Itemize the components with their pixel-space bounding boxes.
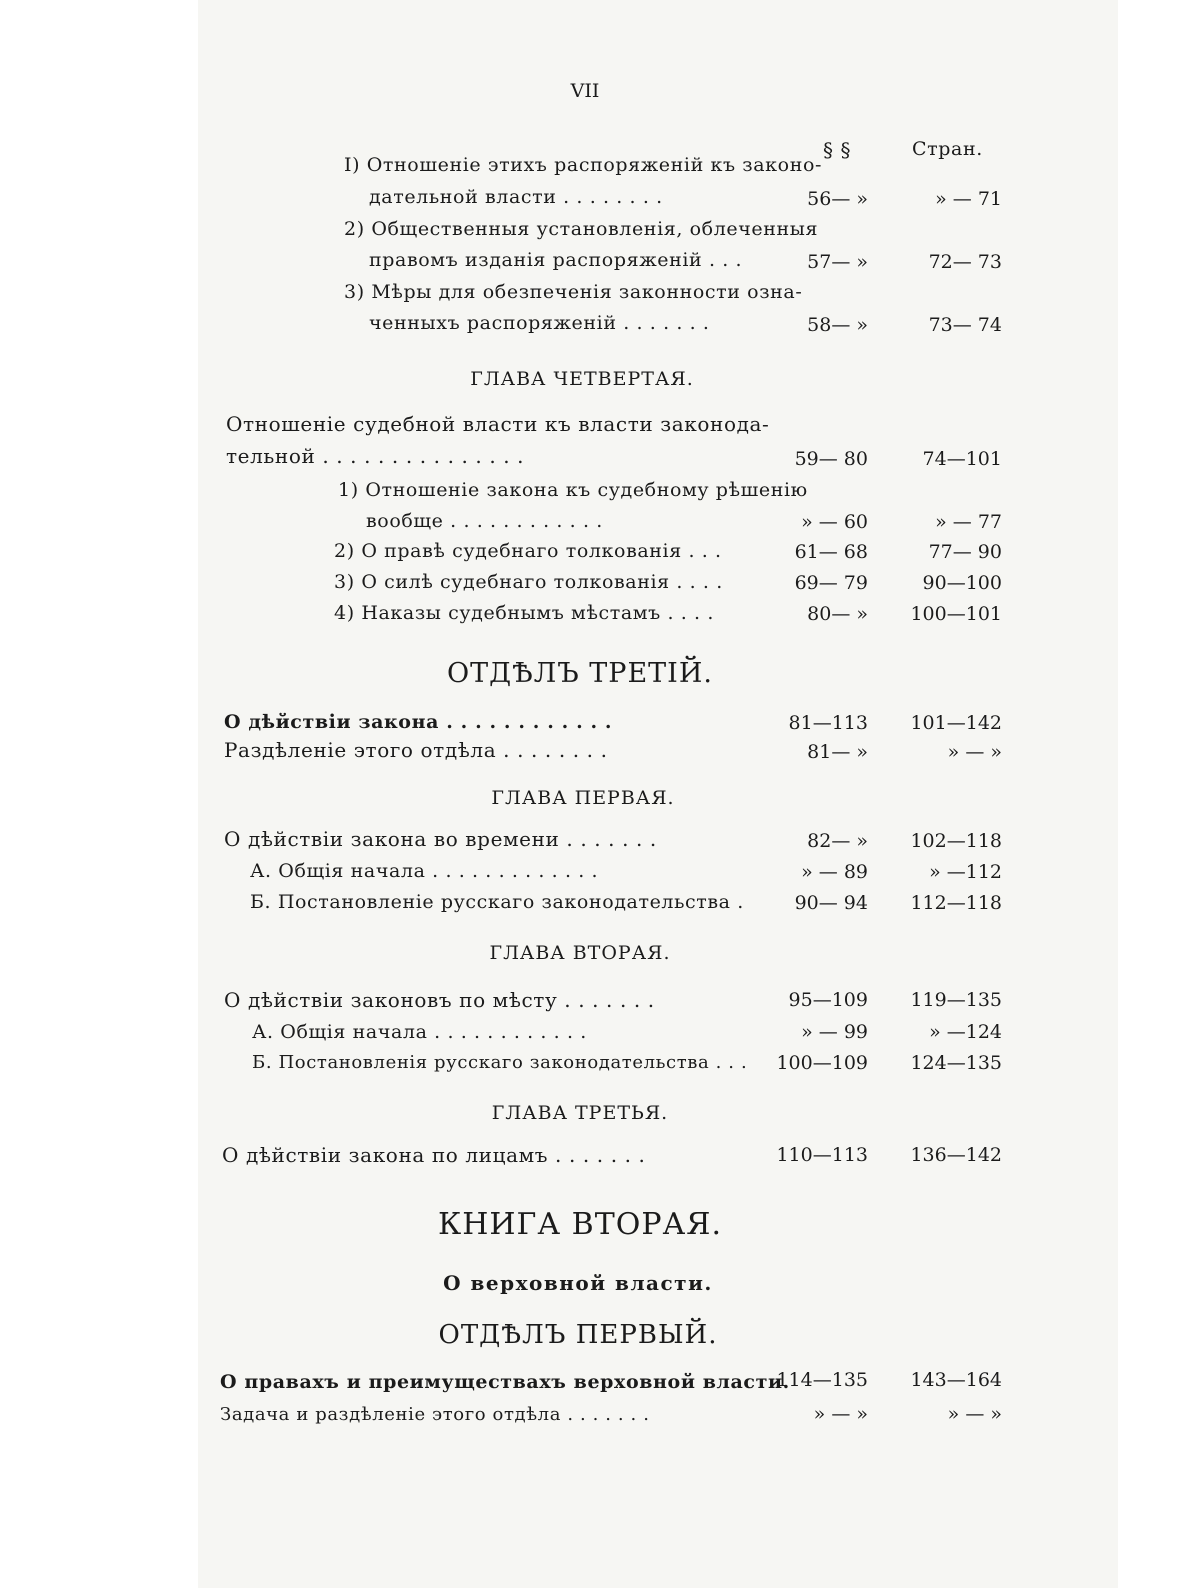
toc-entry-line: Отношеніе судебной власти къ власти законода- (226, 412, 770, 436)
toc-sections: » — 60 (801, 511, 868, 533)
toc-pages: 90—100 (922, 572, 1002, 594)
chapter-title: ГЛАВА ПЕРВАЯ. (491, 787, 675, 809)
page-number: VII (570, 80, 600, 102)
chapter-title: ГЛАВА ЧЕТВЕРТАЯ. (470, 368, 694, 390)
toc-sections: 69— 79 (794, 572, 868, 594)
toc-pages: » — » (947, 1403, 1002, 1425)
chapter-title: ГЛАВА ВТОРАЯ. (489, 942, 671, 964)
toc-sections: 59— 80 (794, 448, 868, 470)
toc-entry-line: Раздѣленіе этого отдѣла . . . . . . . . (224, 738, 608, 762)
toc-entry-line: А. Общія начала . . . . . . . . . . . . . (250, 860, 599, 882)
column-header-pages: Стран. (912, 138, 983, 160)
toc-entry-line: О дѣйствіи закона во времени . . . . . . . (224, 827, 657, 851)
toc-sections: 90— 94 (794, 892, 868, 914)
toc-entry-line: вообще . . . . . . . . . . . . (366, 510, 603, 532)
toc-sections: 80— » (807, 603, 868, 625)
toc-pages: 101—142 (910, 712, 1002, 734)
section-title: ОТДѢЛЪ ПЕРВЫЙ. (438, 1320, 718, 1350)
toc-pages: » — » (947, 741, 1002, 763)
toc-entry-line: А. Общія начала . . . . . . . . . . . . (252, 1021, 587, 1043)
toc-sections: » — 89 (801, 861, 868, 883)
book-subtitle: О верховной власти. (443, 1271, 713, 1295)
toc-pages: » — 71 (935, 188, 1002, 210)
toc-pages: 143—164 (910, 1369, 1002, 1391)
toc-sections: 100—109 (776, 1052, 868, 1074)
toc-sections: 110—113 (776, 1144, 868, 1166)
toc-pages: 77— 90 (928, 541, 1002, 563)
chapter-title: ГЛАВА ТРЕТЬЯ. (491, 1102, 669, 1124)
toc-sections: 82— » (807, 830, 868, 852)
toc-entry-line: дательной власти . . . . . . . . (369, 186, 663, 208)
toc-entry-line: тельной . . . . . . . . . . . . . . . (226, 444, 525, 468)
toc-entry-line: Б. Постановленіе русскаго законодательства . (250, 891, 744, 913)
toc-pages: 102—118 (910, 830, 1002, 852)
book-title: КНИГА ВТОРАЯ. (438, 1207, 722, 1242)
toc-pages: » —124 (929, 1021, 1002, 1043)
toc-pages: » — 77 (935, 511, 1002, 533)
toc-entry-line: 3) О силѣ судебнаго толкованія . . . . (334, 571, 723, 593)
toc-entry-line: 3) Мѣры для обезпеченія законности озна- (344, 281, 803, 303)
section-title: ОТДѢЛЪ ТРЕТІЙ. (447, 658, 713, 689)
toc-entry-line: 2) О правѣ судебнаго толкованія . . . (334, 540, 722, 562)
toc-pages: 73— 74 (928, 314, 1002, 336)
toc-pages: 119—135 (910, 989, 1002, 1011)
toc-pages: » —112 (929, 861, 1002, 883)
toc-sections: » — » (813, 1403, 868, 1425)
toc-entry-line: ченныхъ распоряженій . . . . . . . (369, 312, 710, 334)
toc-sections: 95—109 (788, 989, 868, 1011)
toc-entry-line: Задача и раздѣленіе этого отдѣла . . . . . . . (220, 1404, 650, 1425)
toc-pages: 112—118 (910, 892, 1002, 914)
toc-pages: 136—142 (910, 1144, 1002, 1166)
toc-entry-line: правомъ изданія распоряженій . . . (369, 249, 743, 271)
toc-sections: 81—113 (788, 712, 868, 734)
toc-entry-line: 2) Общественныя установленія, облеченныя (344, 218, 819, 240)
toc-entry-line: 1) Отношеніе закона къ судебному рѣшенію (338, 479, 808, 501)
toc-entry-line: Б. Постановленія русскаго законодательства . . . (252, 1052, 748, 1073)
toc-sections: 56— » (807, 188, 868, 210)
toc-sections: 57— » (807, 251, 868, 273)
toc-entry-line: О дѣйствіи закона по лицамъ . . . . . . . (222, 1143, 646, 1167)
toc-pages: 72— 73 (928, 251, 1002, 273)
toc-entry-line: I) Отношеніе этихъ распоряженій къ законо- (344, 154, 823, 176)
toc-entry-line: О дѣйствіи законовъ по мѣсту . . . . . . . (224, 988, 655, 1012)
toc-entry-line: 4) Наказы судебнымъ мѣстамъ . . . . (334, 602, 714, 624)
toc-sections: 61— 68 (794, 541, 868, 563)
toc-sections: » — 99 (801, 1021, 868, 1043)
toc-pages: 74—101 (922, 448, 1002, 470)
toc-pages: 100—101 (910, 603, 1002, 625)
toc-pages: 124—135 (910, 1052, 1002, 1074)
column-header-sections: § § (823, 138, 852, 162)
toc-sections: 58— » (807, 314, 868, 336)
toc-entry-line: О дѣйствіи закона . . . . . . . . . . . . (224, 711, 613, 733)
toc-entry-line: О правахъ и преимуществахъ верховной власти. (220, 1371, 790, 1393)
toc-sections: 114—135 (776, 1369, 868, 1391)
toc-sections: 81— » (807, 741, 868, 763)
